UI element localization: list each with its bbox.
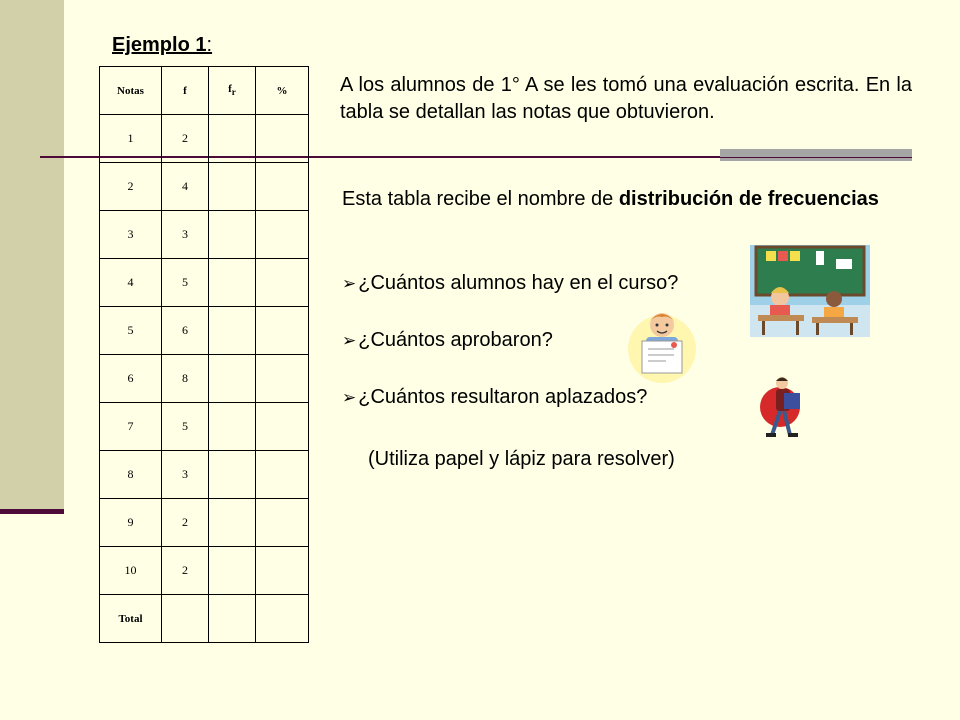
grey-accent-block-lower xyxy=(720,158,912,161)
cell-fr xyxy=(209,259,256,307)
cell-nota: 6 xyxy=(100,355,162,403)
total-percent xyxy=(256,595,309,643)
cell-f: 5 xyxy=(162,259,209,307)
slide-title: Ejemplo 1: xyxy=(112,34,213,56)
table-total-row xyxy=(100,595,309,643)
cell-fr xyxy=(209,115,256,163)
cell-percent xyxy=(256,307,309,355)
cell-percent xyxy=(256,355,309,403)
table-row xyxy=(100,259,309,307)
cell-percent xyxy=(256,451,309,499)
cell-percent xyxy=(256,499,309,547)
question-2: ➢ ¿Cuántos aprobaron? xyxy=(342,329,553,351)
header-fr: $f_r$ xyxy=(209,67,256,115)
left-decorative-bar xyxy=(0,0,64,510)
cell-nota: 4 xyxy=(100,259,162,307)
intro-paragraph: A los alumnos de 1° A se les tomó una evaluación escrita. En la tabla se detallan las notas que obtuvieron. xyxy=(340,74,912,123)
total-f xyxy=(162,595,209,643)
cell-nota: 2 xyxy=(100,163,162,211)
table-row xyxy=(100,547,309,595)
cell-f: 3 xyxy=(162,211,209,259)
cell-f: 6 xyxy=(162,307,209,355)
cell-nota: 7 xyxy=(100,403,162,451)
total-label: Total xyxy=(100,595,162,643)
cell-f: 2 xyxy=(162,547,209,595)
left-bar-accent-line xyxy=(0,509,64,514)
header-percent: % xyxy=(256,67,309,115)
bullet-arrow-icon: ➢ xyxy=(342,274,357,293)
cell-f: 5 xyxy=(162,403,209,451)
definition-paragraph: Esta tabla recibe el nombre de distribución de frecuencias xyxy=(342,188,879,210)
cell-fr xyxy=(209,355,256,403)
header-f: f xyxy=(162,67,209,115)
cell-f: 8 xyxy=(162,355,209,403)
table-row xyxy=(100,115,309,163)
cell-f: 4 xyxy=(162,163,209,211)
table-row xyxy=(100,499,309,547)
table-row xyxy=(100,355,309,403)
student-diploma-clipart xyxy=(626,305,698,385)
cell-fr xyxy=(209,451,256,499)
total-fr xyxy=(209,595,256,643)
cell-percent xyxy=(256,259,309,307)
bullet-arrow-icon: ➢ xyxy=(342,331,357,350)
cell-percent xyxy=(256,547,309,595)
cell-percent xyxy=(256,403,309,451)
cell-fr xyxy=(209,403,256,451)
question-1: ➢ ¿Cuántos alumnos hay en el curso? xyxy=(342,272,679,294)
student-backpack-clipart xyxy=(758,375,810,443)
table-row xyxy=(100,403,309,451)
cell-nota: 1 xyxy=(100,115,162,163)
cell-f: 2 xyxy=(162,499,209,547)
table-header-row xyxy=(100,67,309,115)
cell-fr xyxy=(209,307,256,355)
cell-nota: 9 xyxy=(100,499,162,547)
table-row xyxy=(100,163,309,211)
cell-fr xyxy=(209,211,256,259)
cell-f: 3 xyxy=(162,451,209,499)
cell-percent xyxy=(256,163,309,211)
table-row xyxy=(100,451,309,499)
instruction-note: (Utiliza papel y lápiz para resolver) xyxy=(368,448,675,470)
question-3: ➢ ¿Cuántos resultaron aplazados? xyxy=(342,386,648,408)
cell-nota: 3 xyxy=(100,211,162,259)
cell-fr xyxy=(209,163,256,211)
cell-nota: 10 xyxy=(100,547,162,595)
frequency-table xyxy=(99,66,309,643)
cell-f: 2 xyxy=(162,115,209,163)
cell-nota: 8 xyxy=(100,451,162,499)
cell-nota: 5 xyxy=(100,307,162,355)
classroom-clipart xyxy=(750,245,870,337)
bullet-arrow-icon: ➢ xyxy=(342,388,357,407)
cell-fr xyxy=(209,499,256,547)
table-row xyxy=(100,307,309,355)
cell-percent xyxy=(256,115,309,163)
header-notas: Notas xyxy=(100,67,162,115)
cell-percent xyxy=(256,211,309,259)
table-row xyxy=(100,211,309,259)
cell-fr xyxy=(209,547,256,595)
grey-accent-block xyxy=(720,149,912,157)
